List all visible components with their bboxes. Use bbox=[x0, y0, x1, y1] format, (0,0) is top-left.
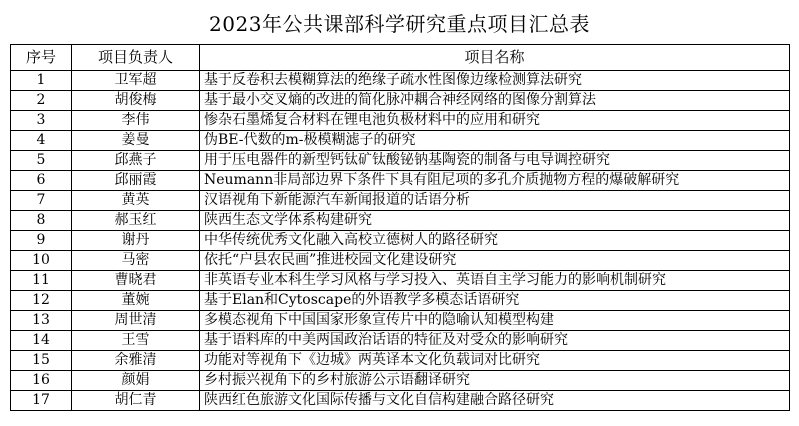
projects-table bbox=[10, 44, 790, 411]
cell-name[interactable]: 依托“户县农民画”推进校园文化建设研究 bbox=[200, 251, 790, 271]
cell-no[interactable]: 8 bbox=[11, 211, 72, 231]
cell-name[interactable]: 基于反卷积去模糊算法的绝缘子疏水性图像边缘检测算法研究 bbox=[200, 71, 790, 91]
cell-lead[interactable]: 胡仁青 bbox=[72, 391, 200, 411]
cell-no[interactable]: 15 bbox=[11, 351, 72, 371]
table-row[interactable] bbox=[11, 291, 790, 311]
table-row[interactable] bbox=[11, 111, 790, 131]
cell-lead[interactable]: 曹晓君 bbox=[72, 271, 200, 291]
cell-no[interactable]: 11 bbox=[11, 271, 72, 291]
cell-lead[interactable]: 余雅清 bbox=[72, 351, 200, 371]
cell-no[interactable]: 7 bbox=[11, 191, 72, 211]
cell-name[interactable]: 陕西红色旅游文化国际传播与文化自信构建融合路径研究 bbox=[200, 391, 790, 411]
cell-no[interactable]: 17 bbox=[11, 391, 72, 411]
cell-no[interactable]: 4 bbox=[11, 131, 72, 151]
table-row[interactable] bbox=[11, 331, 790, 351]
cell-name[interactable]: 基于语料库的中美两国政治话语的特征及对受众的影响研究 bbox=[200, 331, 790, 351]
table-row[interactable] bbox=[11, 231, 790, 251]
cell-lead[interactable]: 颜娟 bbox=[72, 371, 200, 391]
table-row[interactable] bbox=[11, 311, 790, 331]
cell-no[interactable]: 3 bbox=[11, 111, 72, 131]
cell-lead[interactable]: 王雪 bbox=[72, 331, 200, 351]
cell-no[interactable]: 2 bbox=[11, 91, 72, 111]
cell-lead[interactable]: 李伟 bbox=[72, 111, 200, 131]
table-row[interactable] bbox=[11, 371, 790, 391]
cell-no[interactable]: 5 bbox=[11, 151, 72, 171]
cell-lead[interactable]: 周世清 bbox=[72, 311, 200, 331]
cell-name[interactable]: 用于压电器件的新型钙钛矿钛酸铋钠基陶瓷的制备与电导调控研究 bbox=[200, 151, 790, 171]
table-row[interactable] bbox=[11, 271, 790, 291]
cell-name[interactable]: 中华传统优秀文化融入高校立德树人的路径研究 bbox=[200, 231, 790, 251]
cell-name[interactable]: Neumann非局部边界下条件下具有阻尼项的多孔介质抛物方程的爆破解研究 bbox=[200, 171, 790, 191]
cell-lead[interactable]: 郝玉红 bbox=[72, 211, 200, 231]
table-row[interactable] bbox=[11, 391, 790, 411]
cell-no[interactable]: 12 bbox=[11, 291, 72, 311]
header-lead: 项目负责人 bbox=[72, 45, 200, 71]
cell-no[interactable]: 14 bbox=[11, 331, 72, 351]
table-row[interactable] bbox=[11, 71, 790, 91]
cell-lead[interactable]: 姜曼 bbox=[72, 131, 200, 151]
cell-name[interactable]: 多模态视角下中国国家形象宣传片中的隐喻认知模型构建 bbox=[200, 311, 790, 331]
cell-name[interactable]: 陕西生态文学体系构建研究 bbox=[200, 211, 790, 231]
cell-no[interactable]: 13 bbox=[11, 311, 72, 331]
header-row bbox=[11, 45, 790, 71]
table-row[interactable] bbox=[11, 251, 790, 271]
cell-lead[interactable]: 邱燕子 bbox=[72, 151, 200, 171]
table-row[interactable] bbox=[11, 171, 790, 191]
cell-name[interactable]: 非英语专业本科生学习风格与学习投入、英语自主学习能力的影响机制研究 bbox=[200, 271, 790, 291]
cell-name[interactable]: 惨杂石墨烯复合材料在锂电池负极材料中的应用和研究 bbox=[200, 111, 790, 131]
cell-name[interactable]: 乡村振兴视角下的乡村旅游公示语翻译研究 bbox=[200, 371, 790, 391]
table-title: 2023年公共课部科学研究重点项目汇总表 bbox=[209, 11, 590, 36]
table-row[interactable] bbox=[11, 191, 790, 211]
cell-no[interactable]: 6 bbox=[11, 171, 72, 191]
cell-name[interactable]: 基于最小交叉熵的改进的简化脉冲耦合神经网络的图像分割算法 bbox=[200, 91, 790, 111]
cell-lead[interactable]: 胡俊梅 bbox=[72, 91, 200, 111]
cell-no[interactable]: 16 bbox=[11, 371, 72, 391]
header-name: 项目名称 bbox=[200, 45, 790, 71]
cell-name[interactable]: 伪BE-代数的m-极模糊滤子的研究 bbox=[200, 131, 790, 151]
cell-lead[interactable]: 黄英 bbox=[72, 191, 200, 211]
cell-lead[interactable]: 谢丹 bbox=[72, 231, 200, 251]
cell-lead[interactable]: 马密 bbox=[72, 251, 200, 271]
table-row[interactable] bbox=[11, 131, 790, 151]
table-row[interactable] bbox=[11, 351, 790, 371]
cell-no[interactable]: 9 bbox=[11, 231, 72, 251]
table-row[interactable] bbox=[11, 211, 790, 231]
cell-name[interactable]: 汉语视角下新能源汽车新闻报道的话语分析 bbox=[200, 191, 790, 211]
header-no: 序号 bbox=[11, 45, 72, 71]
cell-lead[interactable]: 董婉 bbox=[72, 291, 200, 311]
cell-no[interactable]: 10 bbox=[11, 251, 72, 271]
table-row[interactable] bbox=[11, 91, 790, 111]
cell-name[interactable]: 基于Elan和Cytoscape的外语教学多模态话语研究 bbox=[200, 291, 790, 311]
cell-lead[interactable]: 邱丽霞 bbox=[72, 171, 200, 191]
cell-no[interactable]: 1 bbox=[11, 71, 72, 91]
table-row[interactable] bbox=[11, 151, 790, 171]
cell-lead[interactable]: 卫军超 bbox=[72, 71, 200, 91]
cell-name[interactable]: 功能对等视角下《边城》两英译本文化负载词对比研究 bbox=[200, 351, 790, 371]
